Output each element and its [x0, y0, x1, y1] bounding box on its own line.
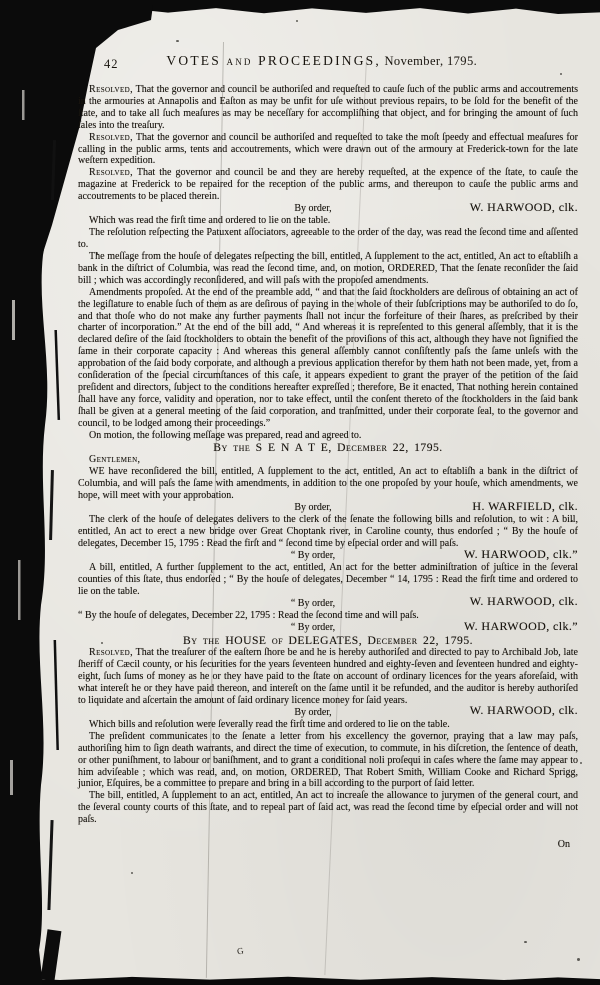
paragraph-text: The bill, entitled, A ſupplement to an act, entitled, An act to increaſe the allowance to jurymen of the general court, and the ſeveral county courts of this ſtate, and to repeal part of ſaid act, was read the ſecond time by eſpecial order and will not paſs.: [78, 790, 578, 826]
page-title-caps: VOTES and PROCEEDINGS,: [166, 53, 381, 68]
scan-speck: [580, 762, 582, 764]
paragraph-text: Which was read the firſt time and ordered to lie on the table.: [89, 215, 331, 227]
paragraph-text: The reſolution reſpecting the Patuxent aſſociators, agreeable to the order of the day, was read the ſecond time and aſſented to.: [78, 227, 578, 251]
paragraph-amendments: [78, 287, 578, 430]
paragraph-lead: Gentlemen,: [89, 454, 141, 466]
page-number: 42: [104, 57, 119, 71]
paragraph-text: WE have reconſidered the bill, entitled, A ſupplement to the act, entitled, An act to eſtabliſh a bank in the diſtrict of Columbia, and will paſs the ſame with amendments, in addition to the one propoſed by your houſe, which amendments, we hope, will meet with your approbation.: [78, 466, 578, 502]
paragraph: [78, 466, 578, 502]
byline-harwood: [78, 703, 578, 719]
byline-harwood: [78, 618, 578, 634]
paragraph-text: That the governor and council be authoriſed and requeſted to take the moſt ſpeedy and effectual meaſures for calling in the public arms, tents and accoutrements, which were drawn out of the armoury at Frederick-town for the late weſtern expedition.: [78, 131, 578, 167]
paragraph-text: The clerk of the houſe of delegates delivers to the clerk of the ſenate the following bills and reſolution, to wit : A bill, entitled, An act to erect a new bridge over Great Choptank river, in Caroline county, thus endorſed ; “ By the houſe of delegates, December 15, 1795 : Read the firſt and “ ſecond time by eſpecial order and will paſs.: [78, 514, 578, 550]
page-title-date: November, 1795.: [380, 54, 478, 68]
scan-speck: [296, 20, 298, 22]
paragraph-text: That the treaſurer of the eaſtern ſhore be and he is hereby authoriſed and directed to pay to Archibald Job, late ſheriff of Cæcil county, or his ſecurities for the years ſeventeen hundred and eighty-ſeven and ſeventeen hundred and eighty-eight, ſuch ſums of money as he or they have paid to the ſtate on account of ordinary licences for the years aforeſaid, with what intereſt he or they have paid thereon, and intereſt on the ſame until it be refunded, and the auditor is hereby authoriſed to liquidate and aſcertain the amount of ſaid ordinary licence money for ſaid years.: [78, 647, 578, 706]
clerk-signature: W. HARWOOD, clk.: [469, 703, 578, 718]
paragraph-lead: Resolved,: [89, 84, 134, 95]
clerk-signature: H. WARFIELD, clk.: [472, 498, 578, 513]
clerk-signature: W. HARWOOD, clk.: [469, 594, 578, 609]
paragraph-jurymen-bill: [78, 790, 578, 826]
paragraph-resolved-3: [78, 167, 578, 203]
by-order-label: By order,: [294, 706, 332, 718]
by-order-label: “ By order,: [290, 550, 336, 561]
byline-harwood: [78, 199, 578, 215]
paragraph: [78, 562, 578, 598]
by-order-label: “ By order,: [290, 622, 336, 633]
paragraph-text: The preſident communicates to the ſenate a letter from his excellency the governor, praying that a law may paſs, authoriſing him to ſign death warrants, and direct the time of execution, to commute, in his diſcretion, the ſentence of death, or other puniſhment, to labour or baniſhment, and to grant a conditional noli proſequi in caſes where the ſame may appear to him adviſeable ; which was read, and, on motion, ORDERED, That Robert Smith, William Cooke and Richard Sprigg, junior, Eſquires, be a committee to prepare and bring in a bill according to the purport of ſaid letter.: [78, 730, 578, 790]
paragraph-text: On motion, the following meſſage was prepared, read and agreed to.: [89, 429, 362, 441]
section-heading-house-of-delegates: By the HOUSE of DELEGATES, December 22, 1795.: [182, 634, 474, 648]
section-heading-senate: By the S E N A T E, December 22, 1795.: [213, 441, 443, 455]
paragraph-gentlemen: [78, 454, 578, 466]
catchword-row: [78, 839, 578, 851]
document-page: [78, 50, 578, 851]
scan-speck: [176, 40, 179, 42]
byline-harwood: [78, 594, 578, 610]
paragraph-text: “ By the houſe of delegates, December 22, 1795 : Read the ſecond time and will paſs.: [78, 610, 419, 622]
catchword: On: [557, 839, 570, 851]
byline-warfield: [78, 498, 578, 514]
paragraph-lead: Resolved,: [89, 647, 134, 659]
page-header: [78, 50, 578, 76]
scan-speck: [131, 872, 133, 874]
byline-harwood: [78, 546, 578, 562]
scan-speck: [577, 958, 580, 961]
clerk-signature: W. HARWOOD, clk.”: [463, 618, 578, 633]
by-order-label: By order,: [294, 502, 332, 514]
paragraph-resolved-2: [78, 132, 578, 168]
paragraph-text: A bill, entitled, A further ſupplement to the act, entitled, An act for the better adminiſtration of juſtice in the ſeveral counties of this ſtate, thus endorſed ; “ By the houſe of delegates, December “ 14, 1795 : Read the firſt time and ordered to lie on the table.: [78, 562, 578, 597]
paragraph: [78, 251, 578, 287]
paragraph-lead: Resolved,: [89, 167, 134, 179]
paragraph: [78, 719, 578, 731]
by-order-label: “ By order,: [290, 597, 336, 609]
paragraph: [78, 215, 578, 227]
paragraph-text: That the governor and council be authoriſed and requeſted to cauſe ſuch of the public arms and accoutrements in the armouries at Annapolis and Eaſton as may be unfit for uſe without previous repairs, to be ſold for the benefit of the ſtate, and to take all ſuch meaſures as may be neceſſary for accompliſhing that object, and for bringing the amount of ſuch ſales into the treaſury.: [78, 84, 578, 131]
paragraph: [78, 227, 578, 251]
paragraph-text: That the governor and council be and they are hereby requeſted, at the expence of the ſtate, to cauſe the magazine at Frederick to be repaired for the reception of the public arms, and thereupon to cauſe the public arms and accoutrements to be placed therein.: [78, 167, 578, 203]
paragraph-lead: Resolved,: [89, 131, 134, 143]
paragraph-text: Which bills and reſolution were ſeverally read the firſt time and ordered to lie on the table.: [89, 718, 450, 730]
page-body: [78, 84, 578, 851]
paragraph: [78, 430, 578, 442]
paragraph-text: The meſſage from the houſe of delegates reſpecting the bill, entitled, A ſupplement to the act, entitled, An act to eſtabliſh a bank in the diſtrict of Columbia, was read the ſecond time, and, on motion, ORDERED, That the ſenate reconſider the ſaid bill ; which was accordingly reconſidered, and will paſs with the propoſed amendments.: [78, 250, 578, 286]
page-title: [166, 52, 477, 70]
scan-speck: [524, 941, 527, 943]
paragraph-resolved-treasurer: [78, 647, 578, 707]
paragraph-text: Amendments propoſed. At the end of the preamble add, “ and that the ſaid ſtockholders are deſirous of obtaining an act of the legiſlature to enable ſuch of them as are deſirous of paying in the whole of their ſubſcriptions may be authoriſed to do ſo, and that thoſe who do not make any further payments ſhall not incur the forfeiture of their ſhares, as preſcribed by their charter of incorporation.” At the end of the bill add, “ And whereas it is repreſented to this general aſſembly, that it is the declared deſire of the ſaid ſtockholders to obtain the benefit of the proviſions of this act, although they have not ſignified the ſame in their corporate capacity : And whereas this general aſſembly cannot conſiſtently paſs the ſame unleſs with the approbation of the ſaid body corporate, and although a previous application therefor by them hath not been made, yet, from a conſideration of the ſpecial circumſtances of this caſe, it appears expedient to grant the prayer of the petition of the ſaid preſident and directors, ſubject to the conditions hereafter expreſſed ; therefore, Be it enacted, That nothing herein contained ſhall have any force, validity and operation, nor to take effect, until the conſent thereto of the ſtockholders in the ſaid bank ſhall be given at a general meeting of the ſaid corporation, and tranſmitted, under their corporate ſeal, to the governor and council, to be lodged among their proceedings.”: [78, 286, 578, 429]
paragraph-resolved-1: [78, 84, 578, 132]
clerk-signature: W. HARWOOD, clk.: [469, 199, 578, 214]
by-order-label: By order,: [294, 203, 332, 215]
clerk-signature: W. HARWOOD, clk.”: [463, 546, 578, 561]
paragraph: [78, 514, 578, 550]
paragraph-governor-letter: [78, 731, 578, 791]
signature-mark: G: [236, 945, 245, 957]
